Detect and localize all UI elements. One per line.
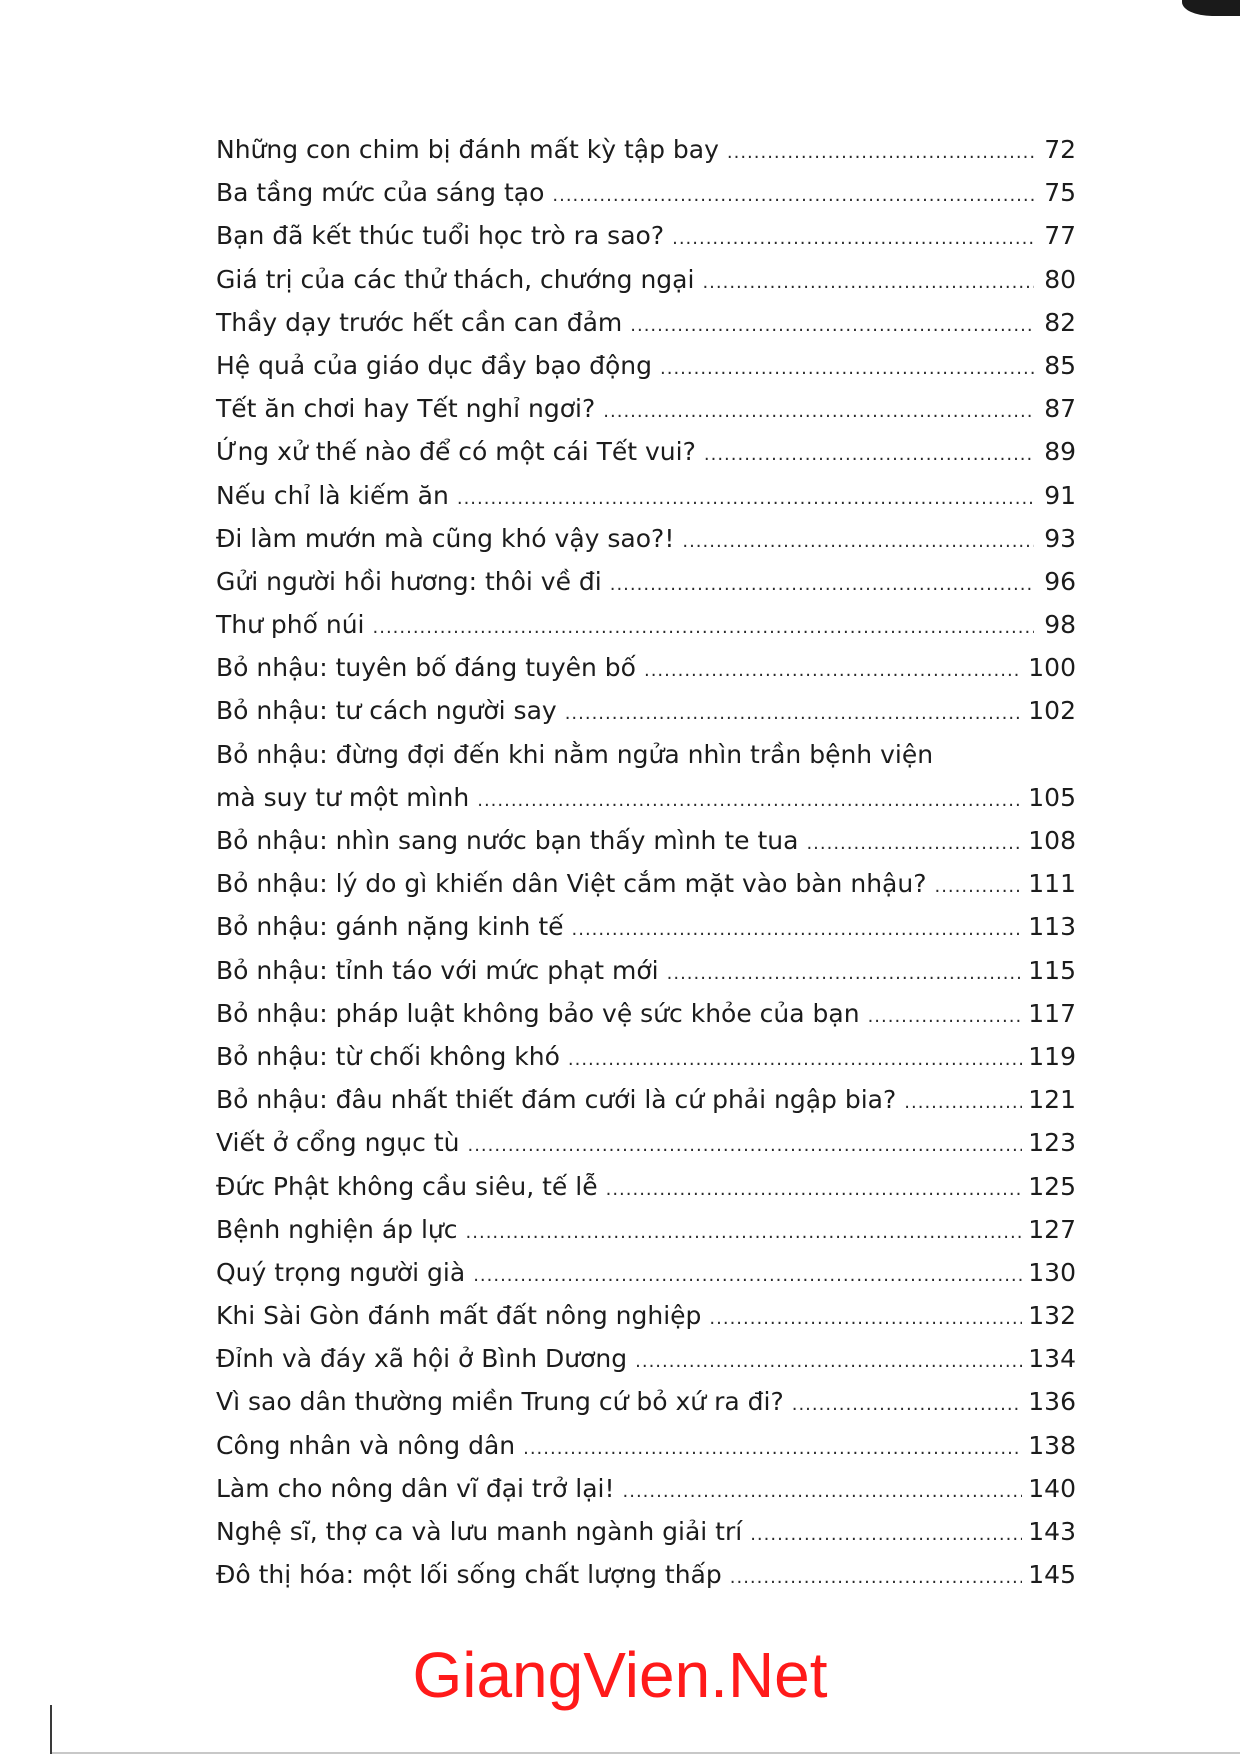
toc-entry-line [216,1337,1076,1380]
toc-dot-leader [467,1124,1022,1167]
toc-entry-line [216,905,1076,948]
toc-entry-line [216,776,1076,819]
toc-entry [216,603,1076,646]
toc-dot-leader [457,477,1034,520]
toc-entry-line [216,1121,1076,1164]
toc-page-number: 100 [1028,653,1076,683]
toc-entry-line [216,214,1076,257]
toc-entry-line [216,258,1076,301]
toc-dot-leader [630,304,1034,347]
toc-dot-leader [473,1254,1022,1297]
toc-entry-title: Quý trọng người già [216,1257,466,1287]
toc-entry-line [216,560,1076,603]
toc-page-number: 82 [1044,307,1076,337]
toc-page-number: 75 [1044,178,1076,208]
toc-page-number: 132 [1028,1301,1076,1331]
toc-dot-leader [750,1513,1022,1556]
toc-dot-leader [644,649,1022,692]
toc-entry-title: mà suy tư một mình [216,782,470,812]
toc-entry-title: Vì sao dân thường miền Trung cứ bỏ xứ ra đi? [216,1387,784,1417]
toc-page-number: 77 [1044,221,1076,251]
toc-entry [216,301,1076,344]
toc-entry [216,128,1076,171]
toc-entry-line [216,1424,1076,1467]
toc-entry-title: Bỏ nhậu: tư cách người say [216,696,557,726]
toc-entry [216,1251,1076,1294]
toc-dot-leader [702,261,1034,304]
toc-dot-leader [660,347,1034,390]
toc-entry-title: Bỏ nhậu: đâu nhất thiết đám cưới là cứ phải ngập bia? [216,1085,897,1115]
toc-dot-leader [672,217,1034,260]
toc-entry [216,560,1076,603]
toc-entry-title: Bệnh nghiện áp lực [216,1214,458,1244]
toc-dot-leader [727,131,1034,174]
toc-entry-line [216,1510,1076,1553]
toc-page-number: 113 [1028,912,1076,942]
toc-entry [216,733,1076,819]
toc-entry [216,1035,1076,1078]
toc-entry-title: Nghệ sĩ, thợ ca và lưu manh ngành giải trí [216,1517,743,1546]
toc-entry-line [216,992,1076,1035]
toc-page-number: 130 [1028,1257,1076,1287]
toc-entry [216,1553,1076,1596]
toc-page-number: 119 [1028,1041,1076,1071]
toc-page-number: 138 [1028,1430,1076,1460]
toc-entry-line [216,474,1076,517]
toc-entry-line [216,603,1076,646]
toc-entry-line [216,819,1076,862]
toc-page-number: 91 [1044,480,1076,510]
toc-entry [216,689,1076,732]
toc-page-number: 89 [1044,437,1076,467]
toc-entry [216,214,1076,257]
toc-dot-leader [568,1038,1022,1081]
toc-entry [216,258,1076,301]
toc-entry [216,1424,1076,1467]
toc-entry-title: Đức Phật không cầu siêu, tế lễ [216,1171,598,1201]
toc-entry-line [216,1208,1076,1251]
toc-entry [216,1294,1076,1337]
toc-entry-title: Bỏ nhậu: nhìn sang nước bạn thấy mình te tua [216,826,799,855]
toc-page-number: 111 [1028,869,1076,899]
toc-entry-title: Nếu chỉ là kiếm ăn [216,480,449,510]
toc-entry [216,1165,1076,1208]
toc-page-number: 105 [1028,782,1076,812]
toc-page-number: 98 [1044,610,1076,640]
toc-dot-leader [667,952,1023,995]
toc-dot-leader [565,692,1023,735]
toc-page-number: 102 [1028,696,1076,726]
toc-page-number: 85 [1044,350,1076,380]
toc-entry [216,646,1076,689]
toc-page-number: 123 [1028,1128,1076,1158]
toc-dot-leader [682,520,1034,563]
toc-entry-line [216,387,1076,430]
toc-page-number: 134 [1028,1344,1076,1374]
toc-page-number: 127 [1028,1214,1076,1244]
toc-entry-title: Bỏ nhậu: gánh nặng kinh tế [216,912,564,942]
toc-entry [216,862,1076,905]
toc-entry [216,171,1076,214]
toc-dot-leader [934,865,1022,908]
toc-page-number: 143 [1028,1517,1076,1546]
toc-entry [216,1510,1076,1553]
toc-page-number: 125 [1028,1171,1076,1201]
toc-entry-line [216,128,1076,171]
toc-entry-line [216,1380,1076,1423]
toc-entry [216,1467,1076,1510]
toc-entry-line [216,949,1076,992]
toc-entry-line [216,646,1076,689]
toc-entry [216,819,1076,862]
toc-entry-title: Ba tầng mức của sáng tạo [216,178,545,208]
toc-entry-title: Bỏ nhậu: đừng đợi đến khi nằm ngửa nhìn trần bệnh viện [216,739,934,769]
toc-page-number: 87 [1044,394,1076,424]
toc-entry-title: Làm cho nông dân vĩ đại trở lại! [216,1473,615,1503]
toc-entry-line [216,1467,1076,1510]
toc-page-number: 136 [1028,1387,1076,1417]
toc-entry-line [216,862,1076,905]
toc-entry-title: Đỉnh và đáy xã hội ở Bình Dương [216,1344,628,1374]
toc-dot-leader [868,995,1023,1038]
toc-entry-title: Gửi người hồi hương: thôi về đi [216,566,602,596]
toc-entry-line [216,301,1076,344]
toc-entry-title: Công nhân và nông dân [216,1430,516,1460]
toc-entry [216,1121,1076,1164]
toc-entry-title: Bỏ nhậu: từ chối không khó [216,1041,560,1071]
toc-page-number: 145 [1028,1560,1076,1590]
toc-dot-leader [709,1297,1022,1340]
toc-dot-leader [466,1211,1023,1254]
toc-dot-leader [730,1556,1023,1599]
table-of-contents [216,128,1076,1596]
toc-entry-title: Những con chim bị đánh mất kỳ tập bay [216,135,719,164]
toc-page-number: 140 [1028,1473,1076,1503]
toc-entry [216,992,1076,1035]
toc-dot-leader [373,606,1035,649]
toc-entry-line [216,1294,1076,1337]
toc-entry-line [216,689,1076,732]
toc-page-number: 108 [1028,826,1076,855]
toc-entry-line [216,733,1076,776]
toc-entry-line [216,1165,1076,1208]
toc-dot-leader [704,433,1034,476]
page-corner-shadow [1182,0,1240,16]
toc-dot-leader [552,174,1034,217]
toc-entry-title: Viết ở cổng ngục tù [216,1128,460,1158]
toc-entry [216,1380,1076,1423]
toc-entry-title: Bỏ nhậu: tuyên bố đáng tuyên bố [216,653,636,683]
toc-dot-leader [610,563,1034,606]
toc-entry-title: Giá trị của các thử thách, chướng ngại [216,264,695,294]
toc-entry [216,905,1076,948]
toc-page-number: 115 [1028,955,1076,985]
toc-entry [216,344,1076,387]
toc-entry [216,474,1076,517]
toc-entry-line [216,1078,1076,1121]
page-left-edge [50,1705,52,1754]
toc-entry-title: Thư phố núi [216,610,365,640]
toc-page-number: 72 [1044,135,1076,164]
toc-entry-title: Hệ quả của giáo dục đầy bạo động [216,350,652,380]
toc-page-number: 121 [1028,1085,1076,1115]
toc-entry [216,1078,1076,1121]
toc-entry-line [216,517,1076,560]
toc-dot-leader [572,908,1023,951]
toc-entry-line [216,1251,1076,1294]
toc-entry-title: Đô thị hóa: một lối sống chất lượng thấp [216,1560,722,1590]
toc-entry-title: Đi làm mướn mà cũng khó vậy sao?! [216,523,675,553]
toc-entry [216,1208,1076,1251]
watermark-text: GiangVien.Net [412,1639,828,1711]
toc-page-number: 117 [1028,998,1076,1028]
toc-entry-title: Bỏ nhậu: lý do gì khiến dân Việt cắm mặt vào bàn nhậu? [216,869,927,899]
toc-entry-title: Khi Sài Gòn đánh mất đất nông nghiệp [216,1301,702,1331]
toc-entry-line [216,1553,1076,1596]
toc-dot-leader [603,390,1034,433]
toc-entry [216,1337,1076,1380]
toc-entry-line [216,344,1076,387]
toc-entry-title: Ứng xử thế nào để có một cái Tết vui? [216,437,696,467]
toc-dot-leader [477,779,1022,822]
toc-page-number: 93 [1044,523,1076,553]
toc-dot-leader [523,1427,1022,1470]
toc-entry [216,387,1076,430]
toc-entry-line [216,171,1076,214]
toc-dot-leader [792,1383,1023,1426]
toc-entry-line [216,430,1076,473]
toc-entry-title: Bạn đã kết thúc tuổi học trò ra sao? [216,221,665,251]
toc-entry-title: Bỏ nhậu: pháp luật không bảo vệ sức khỏe của bạn [216,998,860,1028]
toc-dot-leader [623,1470,1023,1513]
toc-entry-line [216,1035,1076,1078]
toc-page-number: 80 [1044,264,1076,294]
toc-entry [216,517,1076,560]
toc-entry-title: Thầy dạy trước hết cần can đảm [216,307,623,337]
toc-page-number: 96 [1044,566,1076,596]
toc-dot-leader [806,822,1022,865]
toc-dot-leader [606,1168,1023,1211]
toc-entry [216,430,1076,473]
toc-entry-title: Tết ăn chơi hay Tết nghỉ ngơi? [216,394,596,424]
toc-entry-title: Bỏ nhậu: tỉnh táo với mức phạt mới [216,955,659,985]
toc-dot-leader [904,1081,1022,1124]
toc-dot-leader [635,1340,1022,1383]
toc-entry [216,949,1076,992]
